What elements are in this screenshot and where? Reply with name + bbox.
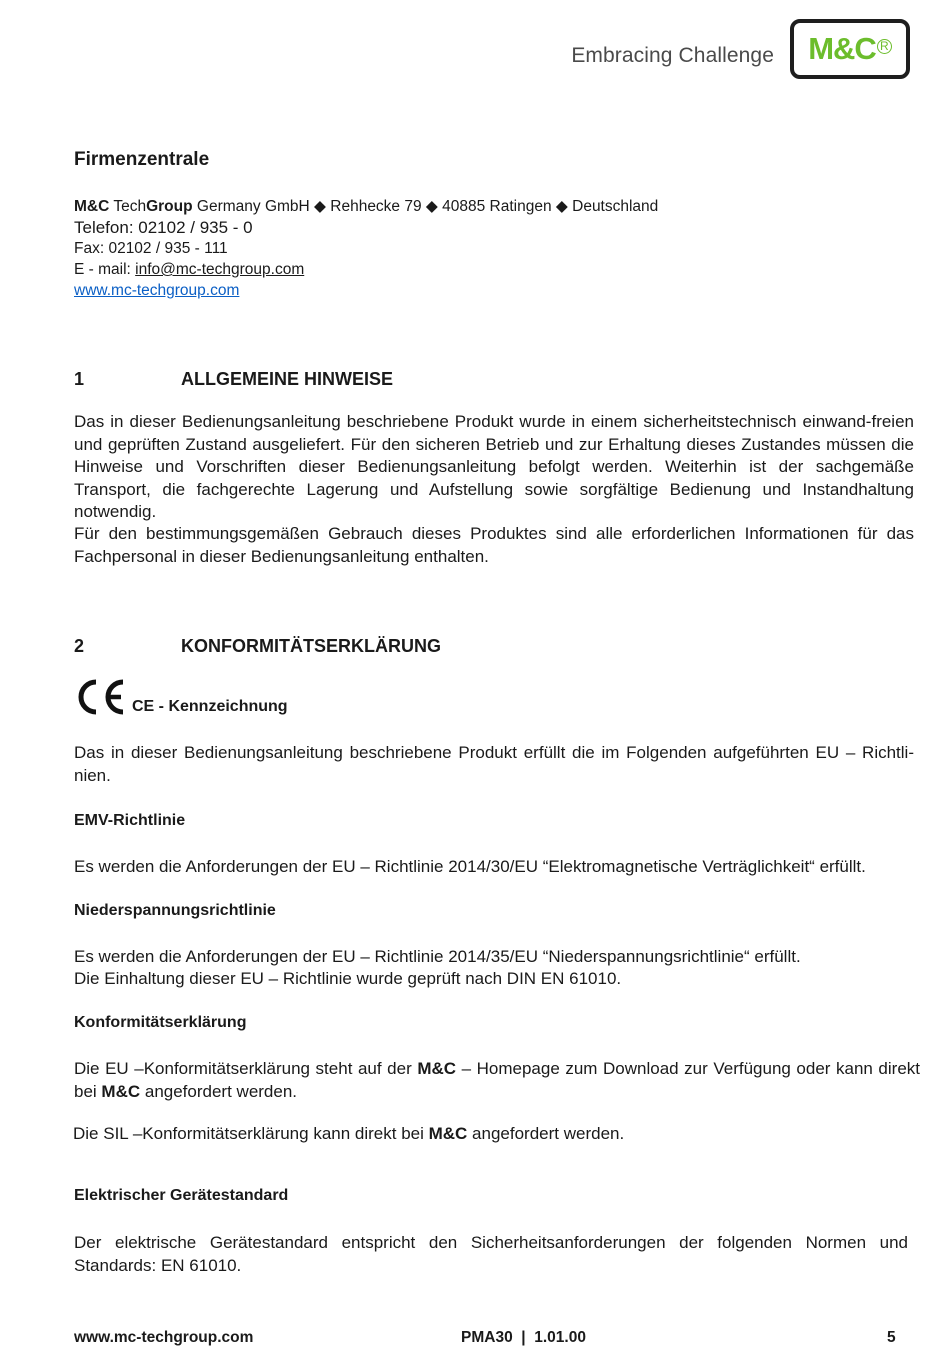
company-address-line: [74, 196, 874, 217]
konf-mc-2: M&C: [101, 1081, 141, 1101]
footer-document-version: PMA30 | 1.01.00: [461, 1329, 586, 1346]
section-1-heading: [74, 369, 393, 390]
konf-text-c: angefordert werden.: [140, 1081, 298, 1101]
section-1-number: 1: [74, 369, 85, 389]
company-phone: Telefon: 02102 / 935 - 0: [74, 218, 253, 237]
sil-text: [73, 1123, 913, 1146]
company-name-tech: Tech: [109, 198, 147, 215]
section-1-paragraph-2: Für den bestimmungsgemäßen Gebrauch dieses Produktes sind alle erforderlichen Informationen für das Fachpersonal in dieser Bedienungsanleitung enthalten.: [74, 524, 914, 566]
company-fax: Fax: 02102 / 935 - 111: [74, 240, 228, 257]
company-name-group: Group: [146, 198, 193, 215]
emv-title: EMV-Richtlinie: [74, 812, 186, 829]
sil-mc: M&C: [428, 1124, 468, 1143]
website-link[interactable]: www.mc-techgroup.com: [74, 282, 240, 299]
ce-title: CE - Kennzeichnung: [132, 698, 288, 715]
konf-mc-1: M&C: [417, 1059, 457, 1078]
footer-website: www.mc-techgroup.com: [74, 1329, 254, 1346]
mc-logo: [790, 19, 910, 79]
section-2-title: KONFORMITÄTSERKLÄRUNG: [181, 636, 441, 656]
section-1-title: ALLGEMEINE HINWEISE: [181, 369, 394, 389]
company-address-block: [74, 196, 874, 301]
sil-text-a: Die SIL –Konformitätserklärung kann direkt bei: [73, 1124, 429, 1143]
nsp-text-1: Es werden die Anforderungen der EU – Richtlinie 2014/35/EU “Niederspannungsrichtlinie“ erfüllt.: [74, 947, 801, 966]
company-email-line: [74, 259, 874, 280]
section-1-paragraph-1: Das in dieser Bedienungsanleitung beschriebene Produkt wurde in einem sicherheitstechnisch einwand-freien und geprüften Zustand ausgeliefert. Für den sicheren Betrieb und zur Erhaltung dieses Zustandes müssen die Hinweise und Vorschriften dieser Bedienungsanleitung befolgt werden. Weiterhin ist der sachgemäße Transport, die fachgerechte Lagerung und Aufstellung sowie sorgfältige Bedienung und Instandhaltung notwendig.: [74, 412, 914, 521]
section-2-heading: [74, 636, 441, 657]
sil-text-b: angefordert werden.: [467, 1124, 625, 1143]
section-2-number: 2: [74, 636, 85, 656]
page-number: 5: [887, 1329, 896, 1346]
ce-marking: [74, 678, 288, 716]
konf-title: Konformitätserklärung: [74, 1014, 247, 1031]
nsp-title: Niederspannungsrichtlinie: [74, 902, 276, 919]
ce-mark-icon: [74, 678, 126, 716]
konf-text: [74, 1058, 920, 1103]
company-heading: Firmenzentrale: [74, 149, 210, 170]
emv-text: Es werden die Anforderungen der EU – Richtlinie 2014/30/EU “Elektromagnetische Verträglichkeit“ erfüllt.: [74, 857, 866, 876]
company-name-mc: M&C: [74, 198, 110, 215]
email-label: E - mail:: [74, 261, 136, 278]
konf-text-a: Die EU –Konformitätserklärung steht auf der: [74, 1059, 418, 1078]
elec-title: Elektrischer Gerätestandard: [74, 1187, 289, 1204]
ce-text: Das in dieser Bedienungsanleitung beschriebene Produkt erfüllt die im Folgenden aufgeführten EU – Richtli-nien.: [74, 743, 914, 785]
company-address: Germany GmbH ◆ Rehhecke 79 ◆ 40885 Ratingen ◆ Deutschland: [192, 198, 659, 215]
tagline: Embracing Challenge: [571, 44, 774, 67]
konf-text-b: – Homepage zum Download zur Verfügung oder kann direkt bei: [74, 1059, 921, 1101]
registered-mark: R: [877, 39, 892, 54]
elec-text: Der elektrische Gerätestandard entspricht den Sicherheitsanforderungen der folgenden Normen und Standards: EN 61010.: [74, 1233, 908, 1275]
logo-text: M&C: [808, 31, 876, 66]
nsp-text-2: Die Einhaltung dieser EU – Richtlinie wurde geprüft nach DIN EN 61010.: [74, 969, 622, 988]
email-link[interactable]: info@mc-techgroup.com: [135, 261, 305, 278]
